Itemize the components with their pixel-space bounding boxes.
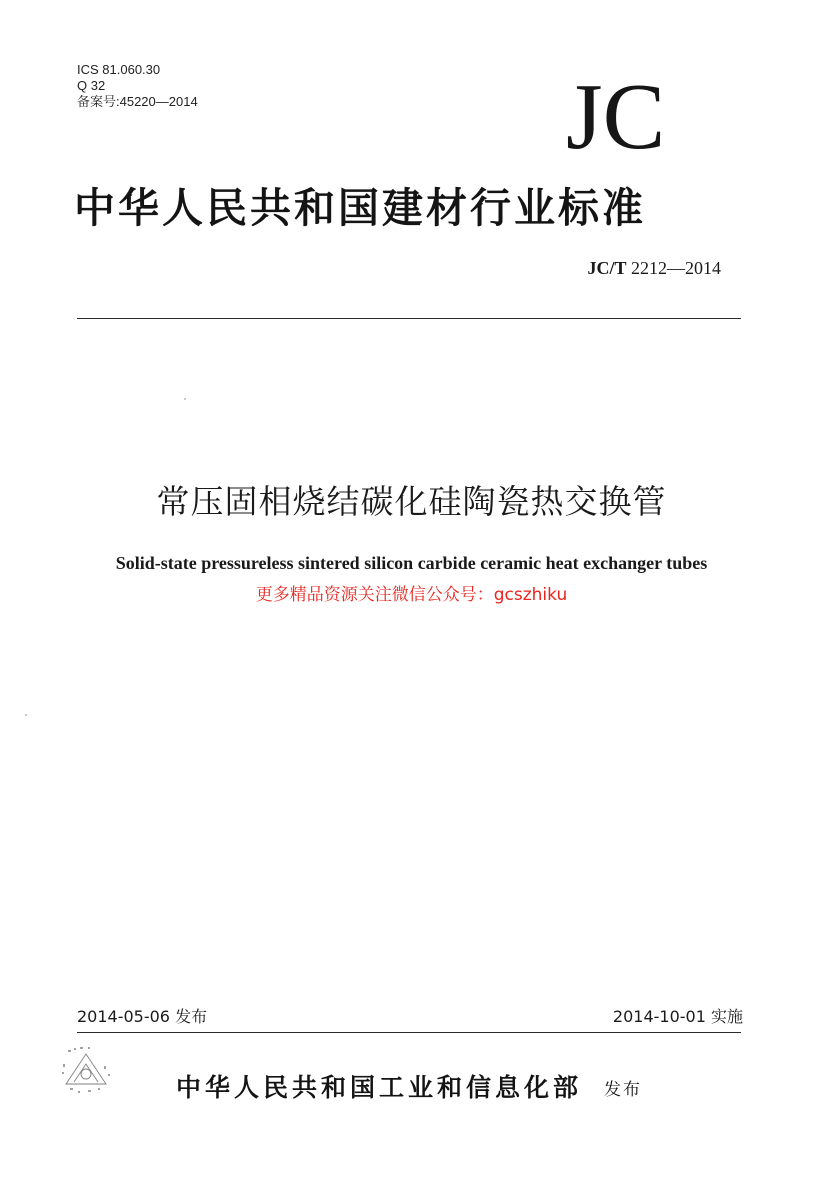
standard-category-title: 中华人民共和国建材行业标准	[74, 184, 646, 232]
ics-code: ICS 81.060.30	[77, 62, 161, 77]
issue-date: 2014-05-06 发布	[77, 1007, 208, 1026]
standard-code-number: 2212—2014	[631, 258, 721, 278]
class-code: Q 32	[77, 78, 106, 93]
implementation-date: 2014-10-01 实施	[612, 1007, 743, 1026]
classification-block	[77, 62, 198, 110]
standard-number	[587, 258, 721, 279]
standard-code-prefix: JC/T	[587, 258, 627, 278]
issued-label: 发布	[604, 1080, 642, 1100]
issuer-name: 中华人民共和国工业和信息化部	[176, 1073, 583, 1102]
footer-divider	[77, 1032, 741, 1033]
document-title-cn: 常压固相烧结碳化硅陶瓷热交换管	[156, 482, 667, 521]
header-divider	[77, 318, 741, 319]
scan-speck	[184, 398, 186, 400]
jc-logo: JC	[566, 65, 666, 169]
watermark-text: 更多精品资源关注微信公众号：gcszhiku	[255, 585, 568, 605]
document-title-en: Solid-state pressureless sintered silicon carbide ceramic heat exchanger tubes	[115, 553, 708, 573]
record-number: 备案号:45220—2014	[77, 94, 198, 109]
issuer-seal-icon	[58, 1044, 114, 1096]
scan-speck	[25, 714, 27, 716]
